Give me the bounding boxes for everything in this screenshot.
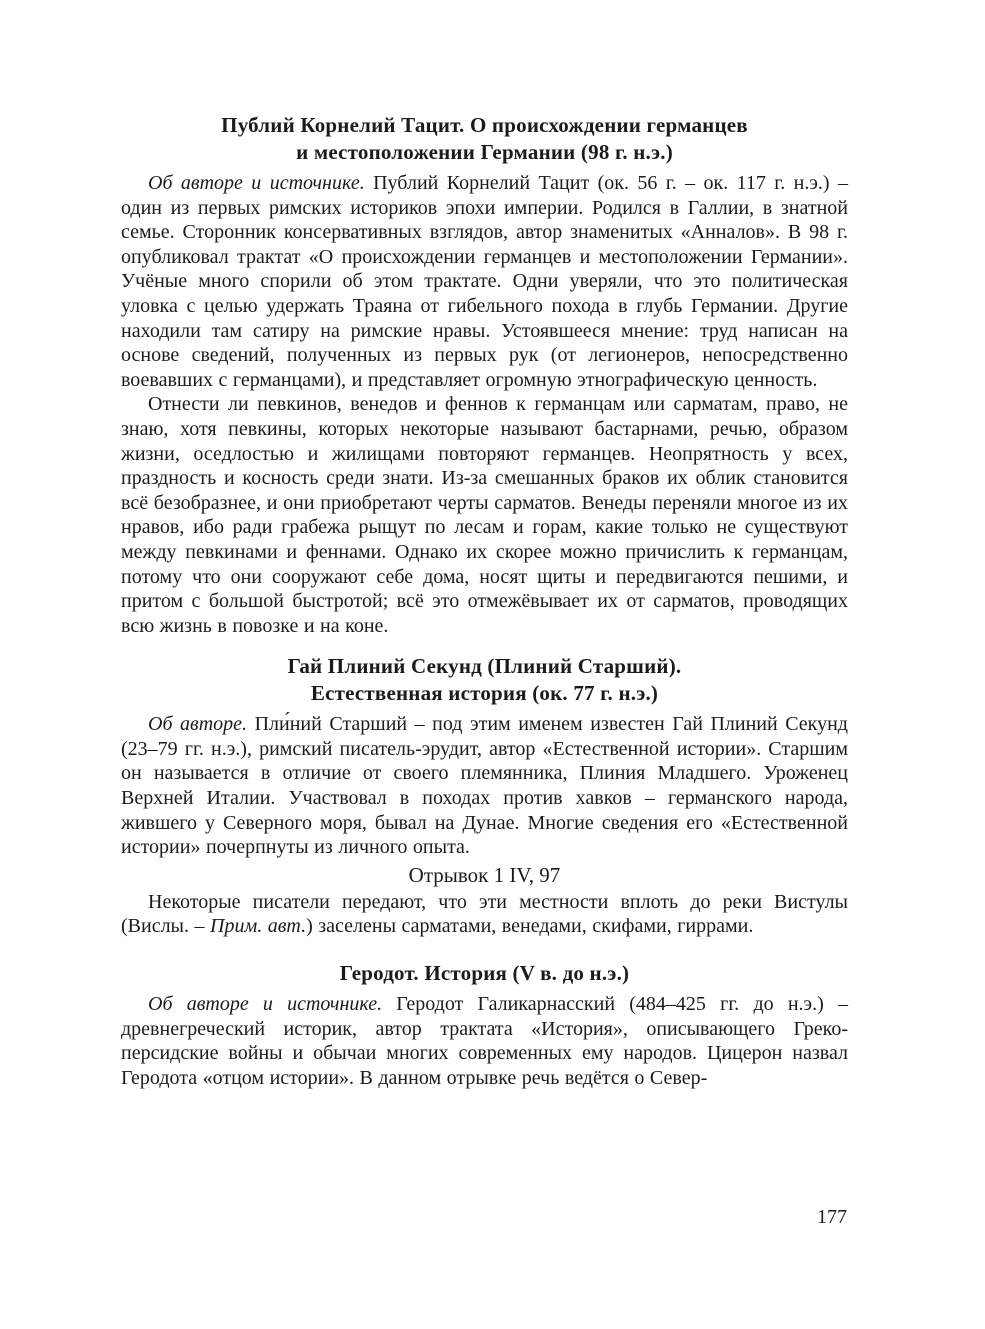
paragraph-lead-italic: Об авторе и источнике.: [148, 172, 365, 194]
paragraph-lead-italic: Об авторе и источнике.: [148, 993, 383, 1016]
paragraph-text: Отнести ли певкинов, венедов и феннов к германцам или сарматам, право, не знаю, хотя певкины, которых некоторые называют бастарнами, речью, образом жизни, оседлостью и жилищами повторяют германцев. Неопрятность у всех, праздность и косность среди знати. Из-за смешанных браков их облик становится всё безобразнее, и они приобретают черты сарматов. Венеды переняли многое из их нравов, ибо ради грабежа рыщут по лесам и горам, какие только не существуют между певкинами и феннами. Однако их скорее можно причислить к германцам, потому что они сооружают себе дома, носят щиты и передвигаются пешими, и притом с большой быстротой; всё это отмежёвывает их от сарматов, проводящих всю жизнь в повозке и на коне.: [121, 393, 848, 637]
section-title-line: Гай Плиний Секунд (Плиний Старший).: [287, 654, 682, 679]
text-block: [121, 112, 848, 1090]
excerpt-heading: Отрывок 1 IV, 97: [408, 862, 561, 887]
paragraph-text: ) заселены сарматами, венедами, скифами, гиррами.: [306, 915, 754, 938]
paragraph-herodotus-about: [121, 992, 848, 1090]
paragraph-text: Публий Корнелий Тацит (ок. 56 г. – ок. 117 г. н.э.) – один из первых римских историков эпохи империи. Родился в Галлии, в знатной семье. Сторонник консервативных взглядов, автор знаменитых «Анналов». В 98 г. опубликовал трактат «О происхождении германцев и местоположении Германии». Учёные много спорили об этом трактате. Одни уверяли, что это политическая уловка с целью удержать Траяна от гибельного похода в глубь Германии. Другие находили там сатиру на римские нравы. Устоявшееся мнение: труд написан на основе сведений, полученных из первых рук (от легионеров, непосредственно воевавших с германцами), и представляет огромную этнографическую ценность.: [121, 172, 848, 391]
paragraph-pliny-about: [121, 712, 848, 860]
paragraph-text: Некоторые писатели передают, что эти местности вплоть до реки Вистулы (Вислы. –: [121, 890, 848, 938]
paragraph-text: Геродот Галикарнасский (484–425 гг. до н.э.) – древнегреческий историк, автор трактата «История», описывающего Греко-персидские войны и обычаи многих современных ему народов. Цицерон назвал Геродота «отцом истории». В данном отрывке речь ведётся о Север-: [121, 993, 848, 1089]
paragraph-lead-italic: Об авторе.: [148, 713, 248, 736]
section-title-line: Публий Корнелий Тацит. О происхождении германцев: [221, 113, 748, 137]
section-title-herodotus: [121, 960, 848, 987]
paragraph-inline-italic: Прим. авт.: [210, 915, 307, 938]
paragraph-pliny-excerpt: [121, 890, 848, 939]
paragraph-text: Пли́ний Старший – под этим именем известен Гай Плиний Секунд (23–79 гг. н.э.), римский писатель-эрудит, автор «Естественной истории». Старшим он называется в отличие от своего племянника, Плиния Младшего. Уроженец Верхней Италии. Участвовал в походах против хавков – германского народа, жившего у Северного моря, бывал на Дунае. Многие сведения его «Естественной истории» почерпнуты из личного опыта.: [121, 713, 848, 859]
page-number: 177: [817, 1206, 847, 1228]
section-title-line: Естественная история (ок. 77 г. н.э.): [310, 681, 659, 706]
section-title-line: и местоположении Германии (98 г. н.э.): [296, 140, 673, 164]
paragraph-tacitus-about: [121, 171, 848, 392]
section-title-tacitus: [121, 112, 848, 166]
paragraph-tacitus-excerpt: [121, 392, 848, 638]
section-title-line: Геродот. История (V в. до н.э.): [339, 961, 630, 986]
section-title-pliny: [121, 653, 848, 707]
